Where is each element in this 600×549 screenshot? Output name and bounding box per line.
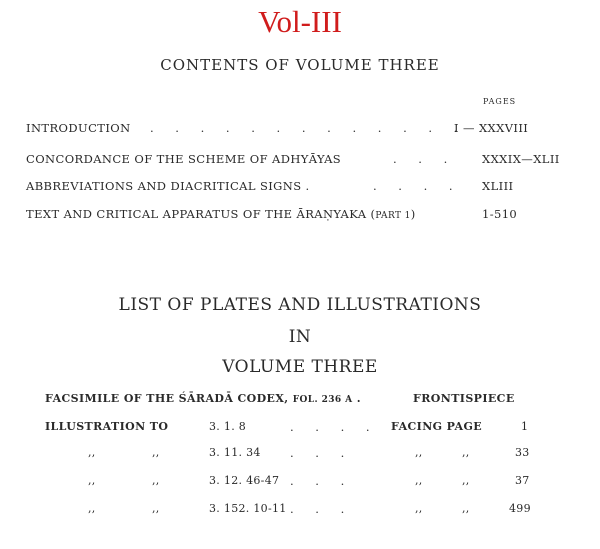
plates-title: LIST OF PLATES AND ILLUSTRATIONS: [118, 295, 482, 315]
toc-entry-label-main: TEXT AND CRITICAL APPARATUS OF THE ĀRAṆYAKA (: [26, 207, 376, 221]
illustration-ref: 3. 12. 46-47: [209, 474, 280, 487]
frontispiece-label: [45, 392, 361, 405]
ditto-mark: ,,: [415, 474, 423, 487]
toc-entry-label: [26, 207, 416, 221]
volume-label: Vol-III: [258, 4, 342, 39]
ditto-mark: ,,: [88, 446, 96, 459]
illustration-facing: FACING PAGE: [391, 420, 483, 433]
toc-entry-pages: XLIII: [482, 179, 514, 193]
frontispiece-label-main: FACSIMILE OF THE ŚĀRADĀ CODEX,: [45, 392, 289, 405]
illustration-page: 37: [515, 474, 530, 487]
plates-title-in: IN: [288, 327, 312, 347]
illustration-page: 499: [509, 502, 531, 515]
illustration-ref: 3. 1. 8: [209, 420, 247, 433]
ditto-mark: ,,: [88, 502, 96, 515]
toc-entry-label-small: PART 1: [375, 211, 411, 221]
ditto-mark: ,,: [462, 446, 470, 459]
ditto-mark: ,,: [462, 474, 470, 487]
illustration-lead: ILLUSTRATION TO: [45, 420, 169, 433]
contents-title: CONTENTS OF VOLUME THREE: [160, 56, 440, 74]
toc-entry-dots: . . . . . . . . . . . . .: [150, 121, 467, 135]
ditto-mark: ,,: [152, 474, 160, 487]
illustration-dots: . . . .: [290, 420, 379, 434]
ditto-mark: ,,: [415, 502, 423, 515]
illustration-dots: . . .: [290, 474, 354, 488]
frontispiece-folio: FOL. 236 A: [292, 395, 353, 405]
frontispiece-dot: .: [356, 392, 361, 405]
toc-entry-dots: . . . .: [373, 179, 462, 193]
toc-entry-label: CONCORDANCE OF THE SCHEME OF ADHYĀYAS: [26, 152, 342, 166]
illustration-ref: 3. 11. 34: [209, 446, 261, 459]
ditto-mark: ,,: [152, 502, 160, 515]
illustration-ref: 3. 152. 10-11: [209, 502, 287, 515]
ditto-mark: ,,: [462, 502, 470, 515]
plates-title-volume: VOLUME THREE: [222, 357, 378, 377]
illustration-dots: . . .: [290, 502, 354, 516]
illustration-page: 1: [521, 420, 529, 433]
illustration-page: 33: [515, 446, 530, 459]
toc-entry-dots: . . .: [393, 152, 457, 166]
illustration-dots: . . .: [290, 446, 354, 460]
ditto-mark: ,,: [88, 474, 96, 487]
toc-entry-label: INTRODUCTION: [26, 121, 131, 135]
toc-entry-label: ABBREVIATIONS AND DIACRITICAL SIGNS .: [26, 179, 310, 193]
pages-header: PAGES: [483, 97, 517, 106]
frontispiece-right: FRONTISPIECE: [413, 392, 515, 405]
toc-entry-pages: 1-510: [482, 207, 518, 221]
ditto-mark: ,,: [152, 446, 160, 459]
toc-entry-pages: XXXIX—XLII: [482, 152, 560, 166]
toc-entry-pages: I — XXXVIII: [454, 121, 529, 135]
toc-entry-label-end: ): [410, 207, 416, 221]
ditto-mark: ,,: [415, 446, 423, 459]
